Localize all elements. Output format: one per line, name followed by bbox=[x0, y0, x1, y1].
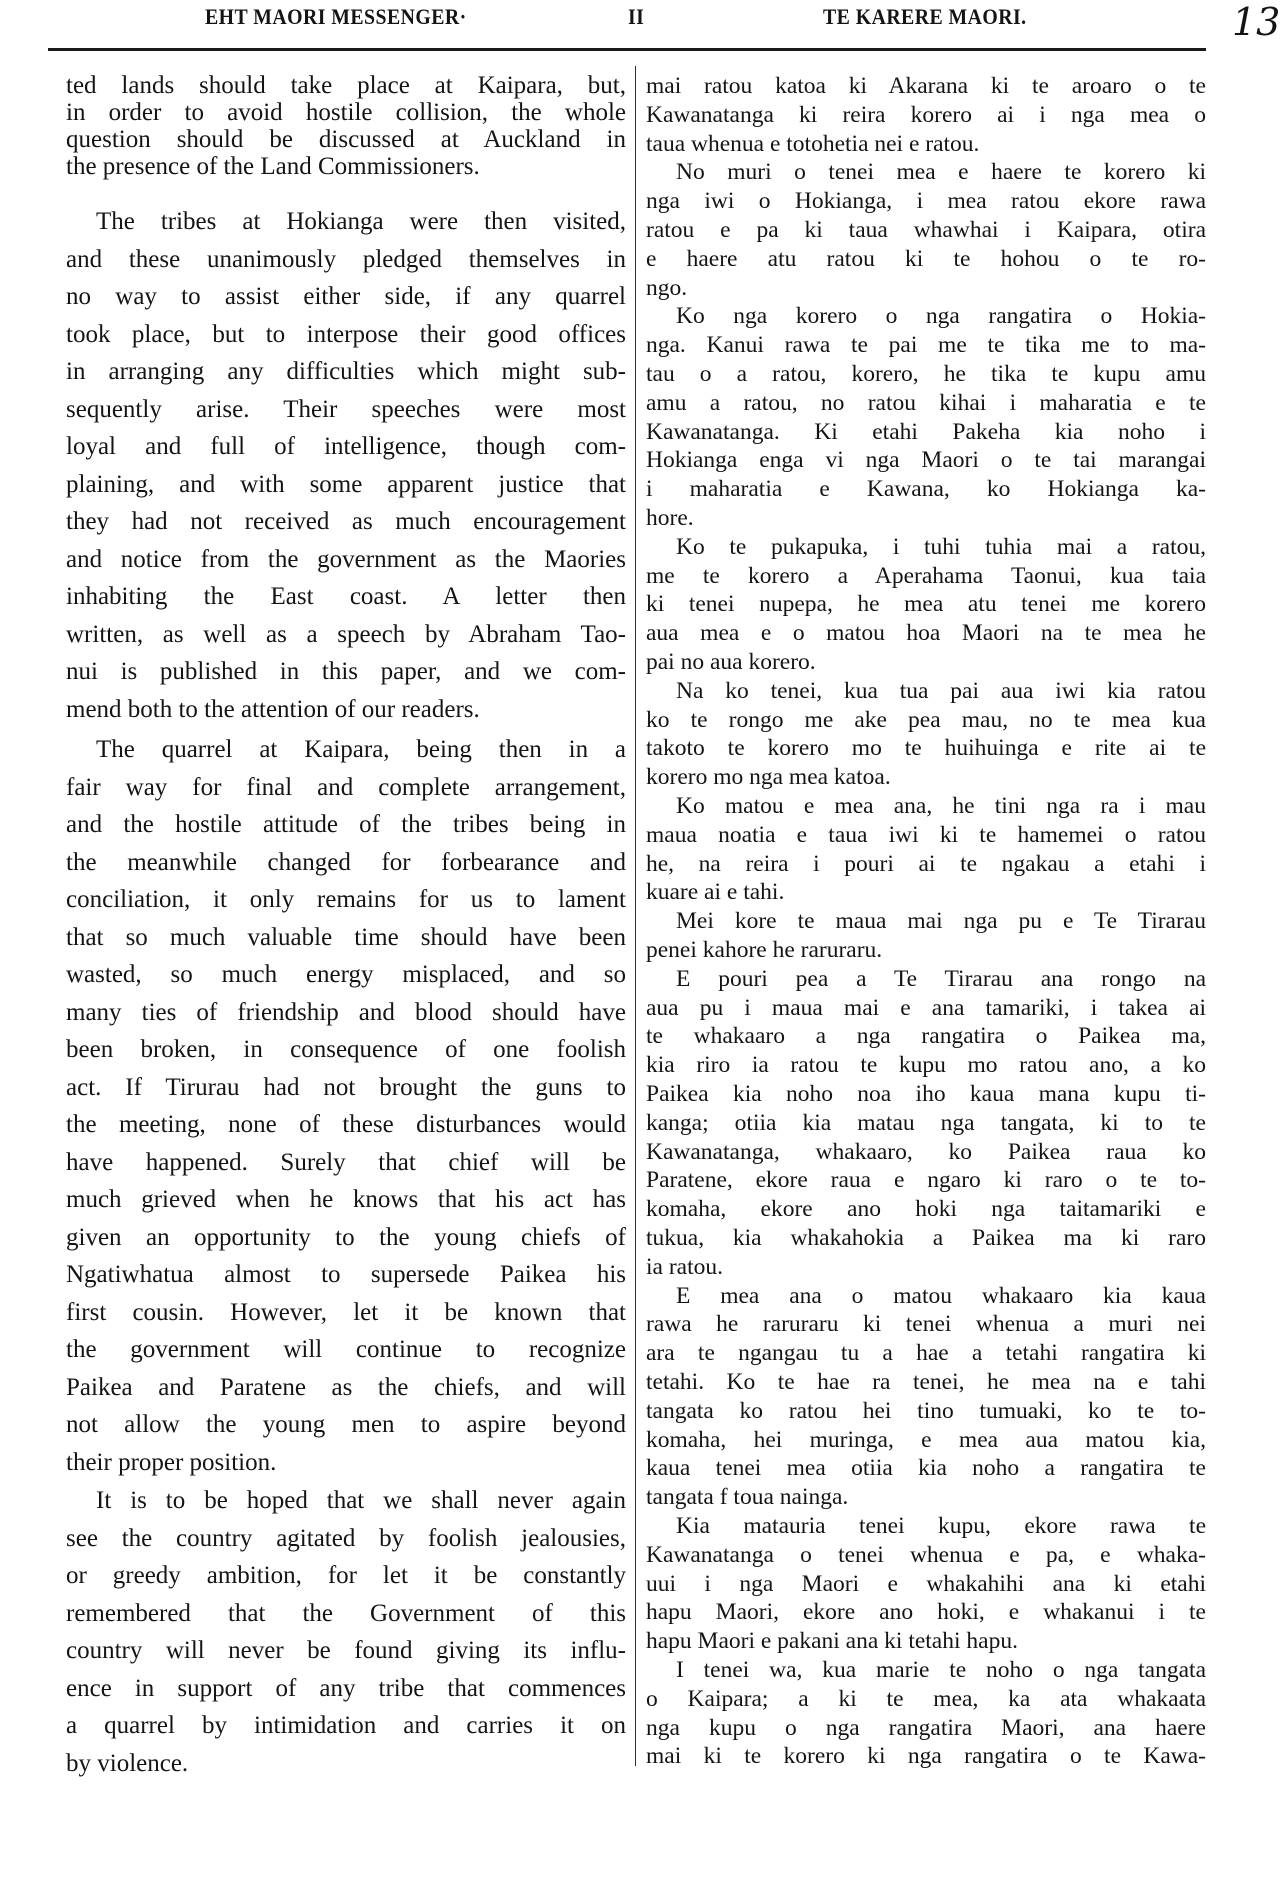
text-line: tetahi. Ko te hae ra tenei, he mea na e tahi bbox=[646, 1368, 1206, 1395]
text-line: conciliation, it only remains for us to lament bbox=[66, 886, 626, 913]
text-line: Na ko tenei, kua tua pai aua iwi kia ratou bbox=[676, 677, 1206, 704]
paragraph bbox=[646, 907, 1206, 965]
text-line: Ko matou e mea ana, he tini nga ra i mau bbox=[676, 793, 1206, 819]
text-line: kuare ai e tahi. bbox=[646, 879, 785, 906]
text-line: question should be discussed at Auckland in bbox=[66, 126, 626, 153]
text-line: me te korero a Aperahama Taonui, kua taia bbox=[646, 562, 1206, 589]
text-line: The quarrel at Kaipara, being then in a bbox=[96, 736, 626, 763]
paragraph bbox=[646, 72, 1206, 158]
text-line: wasted, so much energy misplaced, and so bbox=[66, 961, 626, 988]
text-line: written, as well as a speech by Abraham Tao- bbox=[66, 620, 626, 648]
text-line: that so much valuable time should have been bbox=[66, 923, 626, 951]
text-line: ia ratou. bbox=[646, 1253, 723, 1280]
paragraph bbox=[646, 158, 1206, 302]
text-line: ki tenei nupepa, he mea atu tenei me korero bbox=[646, 591, 1206, 618]
text-line: ara te ngangau tu a hae a tetahi rangatira ki bbox=[646, 1340, 1206, 1367]
text-line: mai ratou katoa ki Akarana ki te aroaro o te bbox=[646, 73, 1206, 99]
masthead-maori-title: TE KARERE MAORI. bbox=[823, 4, 1027, 29]
text-line: act. If Tirurau had not brought the guns to bbox=[66, 1073, 626, 1101]
text-line: e haere atu ratou ki te hohou o te ro- bbox=[646, 245, 1206, 272]
text-line: not allow the young men to aspire beyond bbox=[66, 1411, 626, 1438]
text-line: korero mo nga mea katoa. bbox=[646, 764, 891, 791]
paragraph bbox=[646, 677, 1206, 792]
text-line: a quarrel by intimidation and carries it on bbox=[66, 1712, 626, 1739]
paragraph bbox=[646, 533, 1206, 677]
text-line: ko te rongo me ake pea mau, no te mea kua bbox=[646, 706, 1206, 733]
text-line: he, na reira i pouri ai te ngakau a etahi i bbox=[646, 850, 1206, 877]
text-line: E pouri pea a Te Tirarau ana rongo na bbox=[676, 965, 1206, 992]
text-line: Kawanatanga ki reira korero ai i nga mea o bbox=[646, 101, 1206, 128]
text-line: ence in support of any tribe that commences bbox=[66, 1674, 626, 1702]
text-line: Ngatiwhatua almost to supersede Paikea his bbox=[66, 1261, 626, 1288]
text-line: tangata ko ratou hei tino tumuaki, ko te to- bbox=[646, 1397, 1206, 1424]
text-line: their proper position. bbox=[66, 1448, 277, 1476]
text-line: given an opportunity to the young chiefs of bbox=[66, 1223, 626, 1251]
paragraph bbox=[646, 302, 1206, 532]
text-line: Ko nga korero o nga rangatira o Hokia- bbox=[676, 303, 1206, 330]
text-line: aua pu i maua mai e ana tamariki, i takea ai bbox=[646, 994, 1206, 1021]
text-line: taua whenua e totohetia nei e ratou. bbox=[646, 130, 980, 157]
text-line: penei kahore he raruraru. bbox=[646, 936, 883, 963]
text-line: Ko te pukapuka, i tuhi tuhia mai a ratou, bbox=[676, 533, 1206, 560]
paragraph bbox=[646, 1512, 1206, 1656]
text-line: i maharatia e Kawana, ko Hokianga ka- bbox=[646, 476, 1206, 503]
paragraph bbox=[646, 965, 1206, 1282]
text-line: tukua, kia whakahokia a Paikea ma ki raro bbox=[646, 1224, 1206, 1251]
text-line: plaining, and with some apparent justice that bbox=[66, 470, 626, 498]
text-line: ted lands should take place at Kaipara, but, bbox=[66, 72, 626, 99]
text-line: see the country agitated by foolish jealousies, bbox=[66, 1524, 626, 1552]
text-line: country will never be found giving its influ- bbox=[66, 1637, 626, 1664]
text-line: Kawanatanga, whakaaro, ko Paikea raua ko bbox=[646, 1138, 1206, 1165]
text-line: much grieved when he knows that his act has bbox=[66, 1186, 626, 1213]
text-line: tau o a ratou, korero, he tika te kupu amu bbox=[646, 360, 1206, 387]
text-line: mai ki te korero ki nga rangatira o te Kawa- bbox=[646, 1743, 1206, 1770]
text-line: mend both to the attention of our readers. bbox=[66, 695, 480, 723]
text-line: te whakaaro a nga rangatira o Paikea ma, bbox=[646, 1023, 1206, 1050]
text-line: the meeting, none of these disturbances would bbox=[66, 1111, 626, 1138]
text-line: in arranging any difficulties which might sub- bbox=[66, 358, 626, 385]
text-line: fair way for final and complete arrangement, bbox=[66, 773, 626, 801]
text-line: and notice from the government as the Maories bbox=[66, 545, 626, 573]
text-line: kia riro ia ratou te kupu mo ratou ano, a ko bbox=[646, 1052, 1206, 1079]
text-line: Mei kore te maua mai nga pu e Te Tirarau bbox=[676, 908, 1206, 935]
text-line: the meanwhile changed for forbearance and bbox=[66, 848, 626, 876]
text-line: Paikea kia noho noa iho kaua mana kupu ti- bbox=[646, 1080, 1206, 1107]
paragraph bbox=[66, 1482, 626, 1782]
text-line: by violence. bbox=[66, 1749, 189, 1777]
text-line: have happened. Surely that chief will be bbox=[66, 1148, 626, 1176]
text-line: Paratene, ekore raua e ngaro ki raro o te to- bbox=[646, 1167, 1206, 1194]
text-line: I tenei wa, kua marie te noho o nga tangata bbox=[676, 1657, 1206, 1683]
text-line: inhabiting the East coast. A letter then bbox=[66, 583, 626, 610]
text-line: komaha, ekore ano hoki nga taitamariki e bbox=[646, 1196, 1206, 1223]
text-line: nui is published in this paper, and we com- bbox=[66, 658, 626, 685]
text-line: been broken, in consequence of one foolish bbox=[66, 1036, 626, 1063]
paragraph bbox=[646, 1656, 1206, 1771]
text-line: Hokianga enga vi nga Maori o te tai marangai bbox=[646, 447, 1206, 474]
text-line: pai no aua korero. bbox=[646, 648, 816, 675]
text-line: hore. bbox=[646, 504, 694, 531]
text-line: sequently arise. Their speeches were most bbox=[66, 395, 626, 423]
text-line: the government will continue to recognize bbox=[66, 1336, 626, 1363]
text-line: hapu Maori e pakani ana ki tetahi hapu. bbox=[646, 1628, 1018, 1655]
text-line: and the hostile attitude of the tribes being in bbox=[66, 811, 626, 838]
text-line: The tribes at Hokianga were then visited, bbox=[96, 208, 626, 235]
text-line: tangata f toua nainga. bbox=[646, 1484, 849, 1511]
text-line: kanga; otiia kia matau nga tangata, ki to te bbox=[646, 1109, 1206, 1136]
text-line: remembered that the Government of this bbox=[66, 1599, 626, 1627]
text-line: they had not received as much encouragement bbox=[66, 508, 626, 535]
page-roman-numeral: II bbox=[628, 4, 645, 29]
text-line: E mea ana o matou whakaaro kia kaua bbox=[676, 1282, 1206, 1309]
text-line: nga. Kanui rawa te pai me te tika me to ma- bbox=[646, 332, 1206, 359]
text-line: rawa he raruraru ki tenei whenua a muri nei bbox=[646, 1311, 1206, 1338]
text-line: Paikea and Paratene as the chiefs, and will bbox=[66, 1373, 626, 1401]
text-line: Kawanatanga o tenei whenua e pa, e whaka- bbox=[646, 1541, 1206, 1568]
text-line: hapu Maori, ekore ano hoki, e whakanui i te bbox=[646, 1599, 1206, 1626]
text-line: in order to avoid hostile collision, the whole bbox=[66, 99, 626, 126]
text-line: No muri o tenei mea e haere te korero ki bbox=[676, 159, 1206, 186]
text-line: ngo. bbox=[646, 274, 688, 301]
masthead-english-title: EHT MAORI MESSENGER· bbox=[205, 4, 467, 29]
text-line: amu a ratou, no ratou kihai i maharatia e te bbox=[646, 389, 1206, 416]
text-line: kaua tenei mea otiia kia noho a rangatira te bbox=[646, 1455, 1206, 1482]
text-line: loyal and full of intelligence, though com- bbox=[66, 433, 626, 460]
text-line: maua noatia e taua iwi ki te hamemei o ratou bbox=[646, 821, 1206, 848]
handwritten-page-number: 13 bbox=[1232, 0, 1280, 44]
paragraph bbox=[646, 1282, 1206, 1512]
text-line: nga iwi o Hokianga, i mea ratou ekore rawa bbox=[646, 188, 1206, 215]
text-line: It is to be hoped that we shall never again bbox=[96, 1487, 626, 1514]
text-line: or greedy ambition, for let it be constantly bbox=[66, 1562, 626, 1589]
paragraph bbox=[646, 792, 1206, 907]
text-line: ratou e pa ki taua whawhai i Kaipara, otira bbox=[646, 216, 1206, 243]
text-line: uui i nga Maori e whakahihi ana ki etahi bbox=[646, 1570, 1206, 1597]
text-line: nga kupu o nga rangatira Maori, ana haere bbox=[646, 1714, 1206, 1741]
text-line: takoto te korero mo te huihuinga e rite ai te bbox=[646, 735, 1206, 762]
text-line: many ties of friendship and blood should have bbox=[66, 998, 626, 1026]
text-line: no way to assist either side, if any quarrel bbox=[66, 283, 626, 310]
paragraph bbox=[66, 72, 626, 180]
text-line: and these unanimously pledged themselves in bbox=[66, 245, 626, 273]
text-line: aua mea e o matou hoa Maori na te mea he bbox=[646, 620, 1206, 647]
text-line: komaha, hei muringa, e mea aua matou kia, bbox=[646, 1426, 1206, 1453]
header-rule bbox=[48, 48, 1206, 51]
text-line: the presence of the Land Commissioners. bbox=[66, 153, 480, 180]
column-divider bbox=[635, 66, 636, 1766]
paragraph bbox=[66, 203, 626, 728]
text-line: first cousin. However, let it be known that bbox=[66, 1298, 626, 1326]
text-line: Kawanatanga. Ki etahi Pakeha kia noho i bbox=[646, 418, 1206, 445]
text-line: took place, but to interpose their good offices bbox=[66, 320, 626, 348]
text-line: o Kaipara; a ki te mea, ka ata whakaata bbox=[646, 1685, 1206, 1712]
text-line: Kia matauria tenei kupu, ekore rawa te bbox=[676, 1513, 1206, 1539]
paragraph bbox=[66, 731, 626, 1481]
